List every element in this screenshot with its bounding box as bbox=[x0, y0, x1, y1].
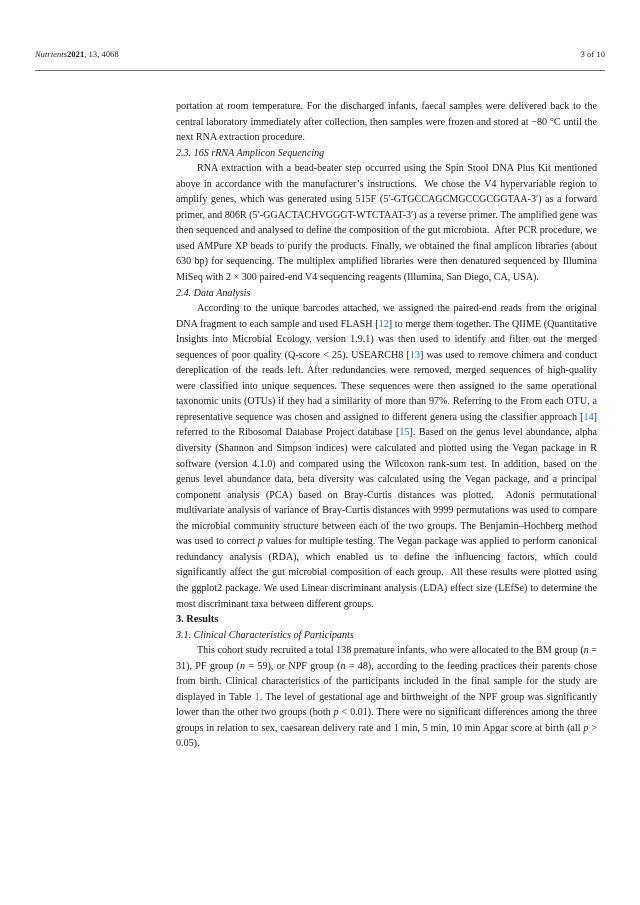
citation-link-14[interactable]: 14 bbox=[583, 411, 594, 423]
citation-link-12[interactable]: 12 bbox=[378, 318, 389, 330]
para-3-1-seg-4: = 48), according to the feeding practices their parents chose from birth. Clinical characteristics of the participants included in the final sample for the study are displayed in Table bbox=[176, 660, 597, 703]
para-2-3-part-b: We chose the V4 hypervariable region to amplify genes, which was generated using 515F (5′-GTGCCAGCMGCCGCGGTAA-3′) as a forward primer, and 806R (5′-GGACTACHVGGGT-WTCTAAT-3′) as a reverse primer. The amplified gene was then sequenced and analysed to define the composition of the gut microbiota. bbox=[176, 178, 597, 237]
paragraph-2-4 bbox=[176, 301, 597, 612]
italic-p-2: p bbox=[333, 707, 339, 719]
para-2-4-seg-8: All these results were plotted using the ggplot2 package. We used Linear discriminant analysis (LDA) effect size (LEfSe) to determine the most discriminant taxa between different groups. bbox=[176, 567, 597, 610]
para-2-4-seg-1: According to the unique barcodes attached, we assigned the paired-end reads from the original DNA fragment to each sample and used FLASH [ bbox=[176, 303, 597, 330]
italic-n-1: n bbox=[583, 645, 589, 657]
para-2-4-seg-5: ]. Based on the genus level abundance, alpha diversity (Shannon and Simpson indices) were calculated and plotted using the Vegan package in R software (version 4.1.0) and compared using the Wilcoxon rank-sum test. In addition, based on the genus level abundance data, beta diversity was calculated using the Vegan package, and a principal component analysis (PCA) based on Bray-Curtis distances was plotted. bbox=[176, 427, 597, 501]
heading-2-3: 2.3. 16S rRNA Amplicon Sequencing bbox=[176, 147, 325, 159]
header-rule bbox=[35, 70, 605, 71]
italic-n-2: n bbox=[240, 660, 246, 672]
italic-p-1: p bbox=[257, 536, 263, 548]
para-3-1-seg-2: = 31), PF group ( bbox=[176, 645, 597, 672]
paragraph-2-3 bbox=[176, 161, 597, 285]
heading-3-1: 3.1. Clinical Characteristics of Participants bbox=[176, 629, 354, 641]
para-3-1-seg-6: < 0.01). There were no significant differences among the three groups in relation to sex, caesarean delivery rate and 1 min, 5 min, 10 min Apgar score at birth (all bbox=[176, 707, 597, 734]
citation-link-13[interactable]: 13 bbox=[409, 349, 420, 361]
heading-3-results: 3. Results bbox=[176, 614, 219, 626]
table-reference-link[interactable]: 1 bbox=[254, 691, 260, 703]
para-3-1-seg-3: = 59), or NPF group ( bbox=[245, 660, 341, 672]
italic-p-3: p bbox=[583, 722, 589, 734]
para-2-3-part-c: After PCR procedure, we used AMPure XP beads to purify the products. Finally, we obtained the final amplicon libraries (about 630 bp) for sequencing. The multiplex amplified libraries were then denatured sequenced by Illumina MiSeq with 2 × 300 paired-end V4 sequencing reagents (Illumina, San Diego, CA, USA). bbox=[176, 225, 597, 284]
paragraph-continued: portation at room temperature. For the discharged infants, faecal samples were delivered back to the central laboratory immediately after collection, then samples were frozen and stored at −80 °C until the next RNA extraction procedure. bbox=[176, 101, 597, 144]
para-2-4-seg-4: ] referred to the Ribosomal Database Project database [ bbox=[176, 411, 597, 439]
paragraph-3-1 bbox=[176, 643, 597, 752]
para-2-4-seg-7: values for multiple testing. The Vegan package was applied to perform canonical redundancy analysis (RDA), which enabled us to define the influencing factors, which could significantly affect the gut microbial composition of each group. bbox=[176, 536, 597, 579]
para-2-4-seg-3: ] was used to remove chimera and conduct dereplication of the reads left. After redundancies were removed, merged sequences of high-quality were classified into unique sequences. These sequences were then assigned to the same operational taxonomic units (OTUs) if they had a similarity of more than 97%. Referring to the From each OTU, a representative sequence was chosen and assigned to different genera using the classifier approach [ bbox=[176, 349, 597, 423]
citation-link-15[interactable]: 15 bbox=[399, 427, 410, 439]
journal-volume-article: , 13, 4068 bbox=[84, 50, 119, 59]
para-2-4-seg-6: Adonis permutational multivariate analysis of variance of Bray-Curtis distances with 9999 permutations was used to compare the microbial community structure between each of the two groups. The Benjamin–Hochberg method was used to correct bbox=[176, 489, 597, 548]
para-3-1-seg-1: This cohort study recruited a total 138 premature infants, who were allocated to the BM group ( bbox=[197, 645, 584, 657]
running-head bbox=[35, 50, 605, 59]
para-2-3-part-a: RNA extraction with a bead-beater step occurred using the Spin Stool DNA Plus Kit mentioned above in accordance with the manufacturer’s instructions. bbox=[176, 163, 597, 190]
text-column bbox=[176, 99, 597, 752]
page-indicator: 3 of 10 bbox=[580, 50, 605, 59]
para-2-4-seg-2: ] to merge them together. The QIIME (Quantitative Insights into Microbial Ecology, version 1.9.1) was then used to identify and filter out the merged sequences of poor quality (Q-score < 25). USEARCH8 [ bbox=[176, 318, 597, 361]
heading-2-4: 2.4. Data Analysis bbox=[176, 287, 251, 299]
para-3-1-seg-5: . The level of gestational age and birthweight of the NPF group was significantly lower than the other two groups (both bbox=[176, 691, 597, 719]
para-3-1-seg-7: > 0.05). bbox=[176, 722, 598, 750]
italic-n-3: n bbox=[340, 660, 346, 672]
journal-year: 2021 bbox=[67, 50, 85, 59]
running-head-left bbox=[35, 50, 119, 59]
journal-name: Nutrients bbox=[35, 50, 68, 59]
